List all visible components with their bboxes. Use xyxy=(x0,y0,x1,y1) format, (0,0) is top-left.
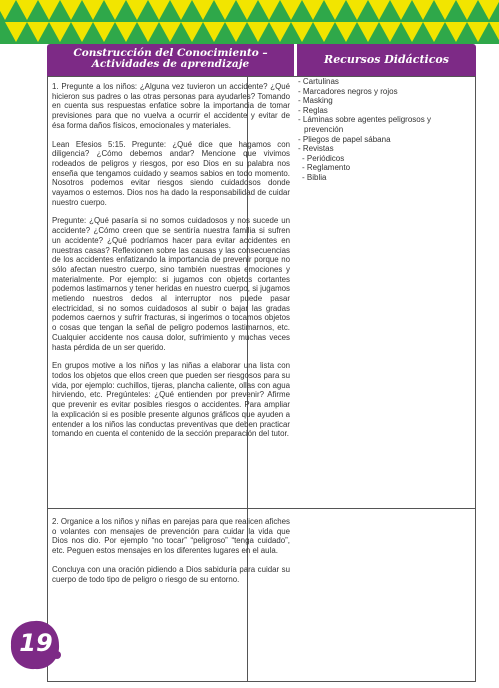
left-margin xyxy=(0,44,14,688)
resources-header: Recursos Didácticos xyxy=(297,44,476,76)
top-decorative-border xyxy=(0,0,499,44)
activities-cell-1 xyxy=(52,82,290,448)
resource-item: - Biblia xyxy=(302,172,327,182)
resource-item: - Cartulinas xyxy=(298,77,339,86)
resources-list xyxy=(298,77,473,183)
table-header xyxy=(47,44,476,76)
activity-paragraph: Pregunte: ¿Qué pasaría si no somos cuidadosos y nos sucede un accidente? ¿Cómo creen que se sentiría nuestra familia si sufren un accidente? ¿Qué podríamos hacer para evitar accidentes en nuestras casas? Reflexionen sobre las causas y las consecuencias de los accidentes enfatizando la importancia de prevenir porque no sólo afectan nuestro cuerpo, sino también nuestras emociones y materialmente. Por ejemplo: si jugamos con objetos cortantes podemos lastimarnos y tener heridas en nuestro cuerpo, si jugamos metiendo nuestros dedos al interruptor nos puede pasar electricidad, si no somos cuidadosos al subir o bajar las gradas podemos caernos y sufrir fracturas, si ingerimos o tocamos objetos o cosas que tengan la señal de peligro podemos lastimarnos, etc. Cualquier accidente nos causa dolor, sufrimiento y muchas veces hasta pérdida de un ser querido. xyxy=(52,216,290,352)
page-number: 19 xyxy=(19,629,53,657)
resource-item: - Reglamento xyxy=(302,163,351,173)
resource-item: prevención xyxy=(304,124,344,134)
resource-item: - Masking xyxy=(298,96,333,106)
resource-item: - Marcadores negros y rojos xyxy=(298,86,398,96)
resource-item: - Reglas xyxy=(298,105,328,115)
resource-item: - Periódicos xyxy=(302,153,345,163)
activities-header xyxy=(47,44,294,76)
activity-paragraph: En grupos motive a los niños y las niñas a elaborar una lista con todos los objetos que ellos creen que pueden ser riesgosos para su vida, por ejemplo: cuchillos, tijeras, plancha caliente, ollas con agua hirviendo, etc. Pregúnteles: ¿Qué entienden por prevenir? Afirme que prevenir es evitar posibles riesgos o accidentes. Para ampliar la explicación si es posible presente algunos gráficos que ayuden a entender a los niños las conductas preventivas que deben practicar tomando en cuenta el contenido de la sección preparación del tutor. xyxy=(52,361,290,439)
activity-paragraph: Concluya con una oración pidiendo a Dios sabiduría para cuidar su cuerpo de todo tipo de peligro o riesgo de su entorno. xyxy=(52,564,290,584)
row-divider xyxy=(47,508,476,509)
activity-paragraph: 2. Organice a los niños y niñas en parejas para que realicen afiches o volantes con mensajes de prevención para cuidar la vida que Dios nos dio. Por ejemplo “no tocar” “peligroso” “tenga cuidado”, etc. Peguen estos mensajes en los diferentes lugares en el aula. xyxy=(52,517,290,556)
activities-header-line1: Construcción del Conocimiento – xyxy=(73,47,268,59)
activities-cell-2 xyxy=(52,517,290,593)
resource-item: - Revistas xyxy=(298,144,334,154)
resource-item: - Pliegos de papel sábana xyxy=(298,134,391,144)
activity-paragraph: 1. Pregunte a los niños: ¿Alguna vez tuvieron un accidente? ¿Qué hicieron sus padres o las otras personas para ayudarles? Tomando en cuenta sus respuestas enfatice sobre la importancia de tomar previsiones para que no vuelva a ocurrir el accidente y evitar de ésa forma daños físicos, emocionales y materiales. xyxy=(52,82,290,130)
activity-paragraph: Lean Efesios 5:15. Pregunte: ¿Qué dice que hagamos con diligencia? ¿Cómo debemos andar? Mencione que vivimos rodeados de peligros y riesgos, por eso Dios en su palabra nos enseña que tengamos cuidado y seamos sabios en todo momento. Nosotros podemos evitar riesgos siendo cuidadosos donde vayamos o estemos. Dios nos ha dado la responsabilidad de cuidar nuestro cuerpo. xyxy=(52,139,290,207)
activities-header-line2: Actividades de aprendizaje xyxy=(91,58,250,70)
resource-item: - Láminas sobre agentes peligrosos y xyxy=(298,115,431,125)
